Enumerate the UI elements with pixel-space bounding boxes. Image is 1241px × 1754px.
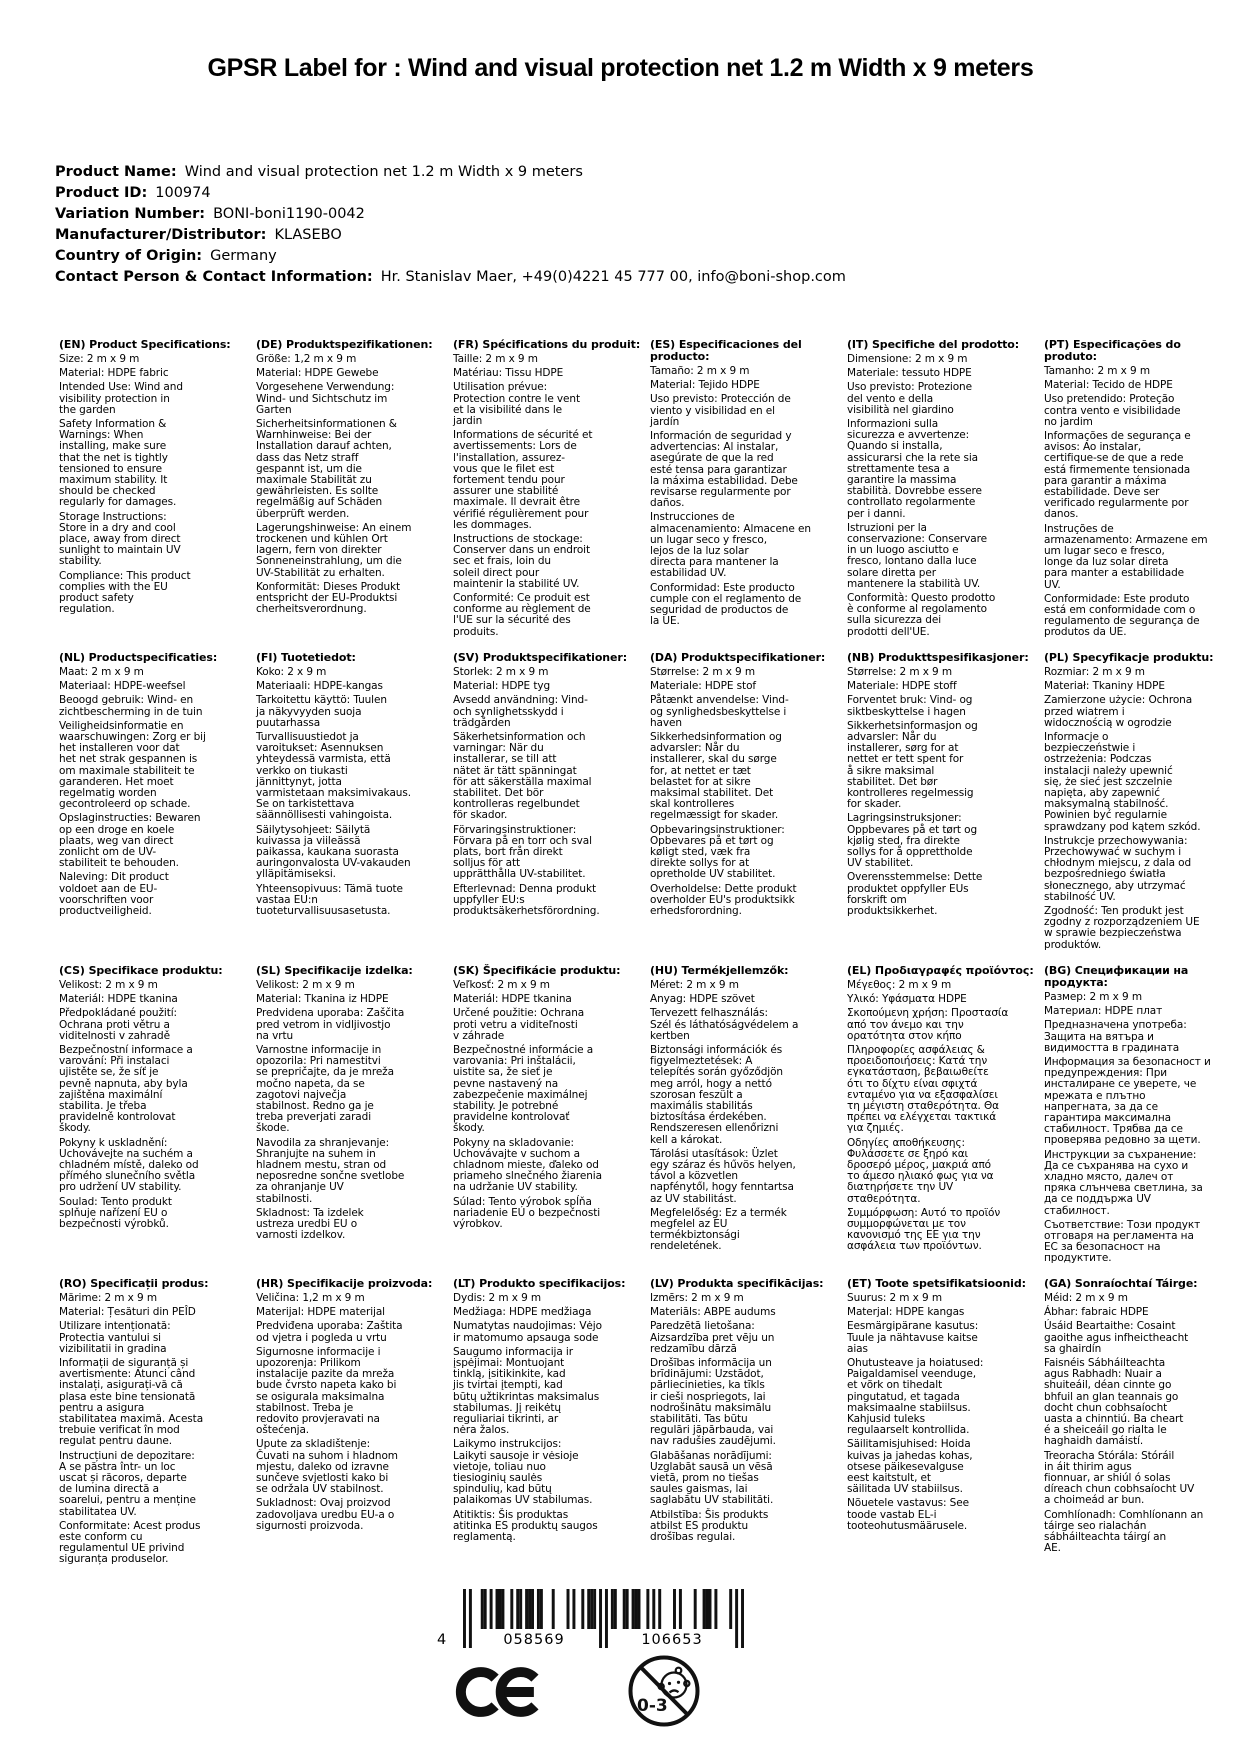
- field-value: Germany: [210, 248, 277, 264]
- spec-paragraph: Ábhar: fabraic HDPE: [1044, 1306, 1149, 1319]
- spec-block-title: (PT) Especificações do produto:: [1044, 338, 1181, 363]
- spec-paragraph: Overensstemmelse: Dette produktet oppfyller EUs forskrift om produktsikkerhet.: [847, 871, 983, 918]
- spec-block-title: (BG) Спецификации на продукта:: [1044, 964, 1189, 989]
- spec-paragraph: Nõuetele vastavus: See toode vastab EL-i tooteohutusmäärusele.: [847, 1497, 969, 1532]
- spec-paragraph: Glabāšanas norādījumi: Uzglabāt sausā un vēsā vietā, prom no tiešas saules gaismas, lai saglabātu UV stabilitāti.: [650, 1449, 774, 1507]
- spec-paragraph: Förvaringsinstruktioner: Förvara på en torr och sval plats, bort från direkt solljus för att upprätthålla UV-stabilitet.: [453, 823, 592, 881]
- spec-paragraph: Υλικό: Υφάσματα HDPE: [847, 993, 967, 1006]
- spec-paragraph: Storlek: 2 m x 9 m: [453, 666, 549, 678]
- spec-paragraph: Paredzētā lietošana: Aizsardzība pret vēju un redzamību dārzā: [650, 1320, 775, 1355]
- spec-paragraph: Informations de sécurité et avertissements: Lors de l'installation, assurez- vous que le filet est fortement tendu pour assurer une stabilité maximale. Il devrait être vérifié régulièrement pour les dommages.: [453, 429, 593, 531]
- spec-block-en: [59, 339, 250, 652]
- spec-paragraph: Materiale: tessuto HDPE: [847, 367, 972, 380]
- spec-paragraph: Předpokládané použití: Ochrana proti větru a viditelnosti v zahradě: [59, 1007, 177, 1042]
- spec-paragraph: Vorgesehene Verwendung: Wind- und Sichtschutz im Garten: [256, 381, 395, 416]
- spec-block-hr: [256, 1278, 447, 1591]
- spec-paragraph: Tamaño: 2 m x 9 m: [650, 365, 750, 377]
- spec-paragraph: Biztonsági információk és figyelmeztetések: A telepítés során győződjön meg arról, hogy a nettó szorosan feszült a maximális stabilitás biztosítása érdekében. Rendszeresen ellenőrizni kell a károkat.: [650, 1044, 783, 1146]
- spec-paragraph: Eesmärgipärane kasutus: Tuule ja nähtavuse kaitse aias: [847, 1320, 979, 1355]
- spec-paragraph: Sicherheitsinformationen & Warnhinweise: Bei der Installation darauf achten, dass das Netz straff gespannt ist, um die maximale Stabilität zu gewährleisten. Es sollte regelmäßig auf Schäden überprüft werden.: [256, 418, 397, 520]
- spec-block-title: (HU) Termékjellemzők:: [650, 964, 789, 977]
- spec-paragraph: Laikymo instrukcijos: Laikyti sausoje ir vėsioje vietoje, toliau nuo tiesioginių saulės spindulių, kad būtų palaikomas UV stabilumas.: [453, 1438, 593, 1507]
- spec-paragraph: Instrukcje przechowywania: Przechowywać w suchym i chłodnym miejscu, z dala od bezpośredniego światła słonecznego, aby utrzymać stabilność UV.: [1044, 834, 1192, 903]
- spec-paragraph: Sigurnosne informacije i upozorenja: Prilikom instalacije pazite da mreža bude čvrsto napeta kako bi se osigurala maksimalna stabilnost. Treba je redovito provjeravati na oštećenja.: [256, 1345, 397, 1437]
- spec-paragraph: Material: HDPE fabric: [59, 367, 169, 380]
- spec-paragraph: Compliance: This product complies with the EU product safety regulation.: [59, 569, 191, 616]
- spec-block-title: (FI) Tuotetiedot:: [256, 651, 356, 664]
- spec-paragraph: Veiligheidsinformatie en waarschuwingen: Zorg er bij het installeren voor dat het net strak gespannen is om maximale stabiliteit te garanderen. Het moet regelmatig worden gecontroleerd op schade.: [59, 719, 206, 811]
- product-info: [55, 162, 846, 288]
- spec-paragraph: Информация за безопасност и предупреждения: При инсталиране се уверете, че мрежата е плътно напрегната, за да се гарантира максимална стабилност. Трябва да се проверява редовно за щети.: [1044, 1056, 1211, 1147]
- spec-paragraph: Konformität: Dieses Produkt entspricht der EU-Produktsi cherheitsverordnung.: [256, 580, 401, 616]
- spec-paragraph: Σκοπούμενη χρήση: Προστασία από τον άνεμο και την ορατότητα στον κήπο: [847, 1007, 1009, 1042]
- spec-paragraph: Conformidade: Este produto está em conformidade com o regulamento de segurança de produtos da UE.: [1044, 592, 1200, 639]
- spec-paragraph: Skladnost: Ta izdelek ustreza uredbi EU o varnosti izdelkov.: [256, 1206, 364, 1242]
- spec-paragraph: Upute za skladištenje: Čuvati na suhom i hladnom mjestu, daleko od izravne sunčeve svjetlosti kako bi se održala UV stabilnost.: [256, 1438, 398, 1496]
- product-info-field: [55, 183, 846, 204]
- spec-paragraph: Comhlíonadh: Comhlíonann an táirge seo rialachán sábháilteachta táirgí an AE.: [1044, 1508, 1204, 1555]
- spec-block-pt: [1044, 339, 1235, 652]
- spec-block-title: (GA) Sonraíochtaí Táirge:: [1044, 1277, 1198, 1290]
- product-info-field: [55, 162, 846, 183]
- spec-paragraph: Istruzioni per la conservazione: Conservare in un luogo asciutto e fresco, lontano dalla luce solare diretta per mantenere la stabilità UV.: [847, 521, 987, 590]
- product-info-field: [55, 267, 846, 288]
- spec-paragraph: Инструкции за съхранение: Да се съхранява на сухо и хладно място, далеч от пряка слънчева светлина, за да се поддържа UV стабилност.: [1044, 1148, 1203, 1217]
- spec-paragraph: Tarkoitettu käyttö: Tuulen ja näkyvyyden suoja puutarhassa: [256, 694, 387, 729]
- spec-block-title: (SV) Produktspecifikationer:: [453, 651, 628, 664]
- spec-paragraph: Úsáid Beartaithe: Cosaint gaoithe agus infheictheacht sa ghairdín: [1044, 1320, 1189, 1355]
- spec-paragraph: Instrucciones de almacenamiento: Almacene en un lugar seco y fresco, lejos de la luz solar directa para mantener la estabilidad UV.: [650, 511, 811, 580]
- spec-paragraph: Predvidena uporaba: Zaščita pred vetrom in vidljivostjo na vrtu: [256, 1007, 405, 1042]
- spec-paragraph: Materiāls: ABPE audums: [650, 1306, 776, 1319]
- spec-block-lv: [650, 1278, 841, 1591]
- spec-paragraph: Conformidad: Este producto cumple con el reglamento de seguridad de productos de la UE.: [650, 581, 802, 628]
- spec-paragraph: Conformità: Questo prodotto è conforme al regolamento sulla sicurezza dei prodotti dell'UE.: [847, 592, 996, 638]
- spec-paragraph: Súlad: Tento výrobok spĺňa nariadenie EÚ o bezpečnosti výrobkov.: [453, 1195, 601, 1231]
- spec-paragraph: Material: Țesături din PEÎD: [59, 1306, 196, 1319]
- spec-paragraph: Größe: 1,2 m x 9 m: [256, 353, 357, 365]
- spec-paragraph: Turvallisuustiedot ja varoitukset: Asennuksen yhteydessä varmista, että verkko on tiukasti jännittynyt, jotta varmistetaan maksimivakaus. Se on tarkistettava säännöllisesti vahingoista.: [256, 731, 411, 822]
- spec-paragraph: Matériau: Tissu HDPE: [453, 367, 564, 380]
- spec-paragraph: Veľkosť: 2 m x 9 m: [453, 979, 550, 991]
- spec-block-nl: [59, 652, 250, 965]
- spec-paragraph: Intended Use: Wind and visibility protection in the garden: [59, 381, 183, 416]
- spec-block-cs: [59, 965, 250, 1278]
- spec-paragraph: Material: HDPE Gewebe: [256, 367, 379, 380]
- spec-block-es: [650, 339, 841, 652]
- barcode-group2: 106653: [641, 1632, 703, 1648]
- field-value: Wind and visual protection net 1.2 m Width x 9 meters: [184, 164, 583, 180]
- spec-paragraph: Materiaal: HDPE-weefsel: [59, 680, 186, 693]
- spec-paragraph: Varnostne informacije in opozorila: Pri namestitvi se prepričajte, da je mreža močno napeta, da se zagotovi največja stabilnost. Redno ga je treba preverjati zaradi škode.: [256, 1044, 394, 1135]
- spec-block-it: [847, 339, 1038, 652]
- spec-paragraph: Material: Tecido de HDPE: [1044, 379, 1173, 392]
- spec-paragraph: Påtænkt anvendelse: Vind- og synlighedsbeskyttelse i haven: [650, 694, 789, 729]
- spec-paragraph: Συμμόρφωση: Αυτό το προϊόν συμμορφώνεται με τον κανονισμό της ΕΕ για την ασφάλεια των προϊόντων.: [847, 1206, 1001, 1253]
- spec-block-title: (SK) Špecifikácie produktu:: [453, 964, 621, 977]
- barcode-first-digit: 4: [437, 1632, 447, 1648]
- spec-paragraph: Størrelse: 2 m x 9 m: [650, 666, 755, 678]
- spec-grid: [59, 339, 1235, 1591]
- product-info-field: [55, 204, 846, 225]
- spec-paragraph: Koko: 2 x 9 m: [256, 666, 327, 678]
- spec-block-fi: [256, 652, 447, 965]
- field-label: Variation Number:: [55, 206, 206, 222]
- spec-paragraph: Opslaginstructies: Bewaren op een droge en koele plaats, weg van direct zonlicht om de UV- stabiliteit te behouden.: [59, 812, 201, 870]
- spec-block-title: (ET) Toote spetsifikatsioonid:: [847, 1277, 1026, 1290]
- product-info-field: [55, 225, 846, 246]
- field-value: KLASEBO: [274, 227, 342, 243]
- spec-paragraph: Avsedd användning: Vind- och synlighetsskydd i trädgården: [453, 694, 588, 729]
- spec-block-title: (SL) Specifikacije izdelka:: [256, 964, 413, 977]
- spec-paragraph: Méid: 2 m x 9 m: [1044, 1292, 1128, 1304]
- spec-block-title: (NB) Produkttspesifikasjoner:: [847, 651, 1029, 664]
- spec-block-title: (CS) Specifikace produktu:: [59, 964, 223, 977]
- spec-paragraph: Drošības informācija un brīdinājumi: Uzstādot, pārliecinieties, ka tīkls ir cieši nospriegots, lai nodrošinātu maksimālu stabilitāti. Tas būtu regulāri jāpārbauda, vai nav radušies zaudējumi.: [650, 1357, 776, 1448]
- spec-paragraph: Sikkerhetsinformasjon og advarsler: Når du installerer, sørg for at nettet er tett spent for å sikre maksimal stabilitet. Det bør kontrolleres regelmessig for skader.: [847, 719, 978, 811]
- ce-mark-icon: [455, 1662, 543, 1722]
- barcode-group1: 058569: [503, 1632, 565, 1648]
- spec-paragraph: Πληροφορίες ασφάλειας & προειδοποιήσεις: Κατά την εγκατάσταση, βεβαιωθείτε ότι το δίχτυ είναι σφιχτά ενταμένο για να εξασφαλίσει τη μέγιστη σταθερότητα. Θα πρέπει να ελέγχεται τακτικά για ζημιές.: [847, 1044, 999, 1135]
- spec-block-sl: [256, 965, 447, 1278]
- spec-paragraph: Materijal: HDPE materijal: [256, 1306, 385, 1319]
- spec-paragraph: Materiál: HDPE tkanina: [453, 993, 572, 1006]
- spec-paragraph: Conformité: Ce produit est conforme au règlement de l'UE sur la sécurité des produits.: [453, 592, 591, 638]
- spec-paragraph: Materjal: HDPE kangas: [847, 1306, 965, 1319]
- spec-block-ga: [1044, 1278, 1235, 1591]
- spec-paragraph: Tervezett felhasználás: Szél és láthatóságvédelem a kertben: [650, 1007, 799, 1042]
- spec-paragraph: Sukladnost: Ovaj proizvod zadovoljava uredbu EU-a o sigurnosti proizvoda.: [256, 1497, 395, 1532]
- spec-paragraph: Material: HDPE tyg: [453, 680, 551, 693]
- spec-paragraph: Megfelelőség: Ez a termék megfelel az EU termékbiztonsági rendeletének.: [650, 1206, 787, 1253]
- spec-paragraph: Sikkerhedsinformation og advarsler: Når du installerer, skal du sørge for, at nettet er tæt belastet for at sikre maksimal stabilitet. Det skal kontrolleres regelmæssigt for skader.: [650, 731, 782, 822]
- spec-block-pl: [1044, 652, 1235, 965]
- spec-paragraph: Tamanho: 2 m x 9 m: [1044, 365, 1150, 377]
- spec-paragraph: Taille: 2 m x 9 m: [453, 353, 538, 365]
- spec-paragraph: Velikost: 2 m x 9 m: [256, 979, 355, 991]
- spec-paragraph: Предназначена употреба: Защита на вятъра и видимостта в градината: [1044, 1019, 1187, 1054]
- spec-paragraph: Soulad: Tento produkt splňuje nařízení EU o bezpečnosti výrobků.: [59, 1195, 172, 1231]
- product-info-field: [55, 246, 846, 267]
- spec-paragraph: Instruções de armazenamento: Armazene em um lugar seco e fresco, longe da luz solar direta para manter a estabilidade UV.: [1044, 522, 1208, 591]
- spec-block-sv: [453, 652, 644, 965]
- spec-block-title: (IT) Specifiche del prodotto:: [847, 338, 1020, 351]
- spec-paragraph: Materiál: HDPE tkanina: [59, 993, 178, 1006]
- spec-paragraph: Saugumo informacija ir įspėjimai: Montuojant tinklą, įsitikinkite, kad jis tvirtai įtempti, kad būtų užtikrintas maksimalus stabilumas. Jį reikėtų reguliariai tikrinti, ar nėra žalos.: [453, 1345, 600, 1437]
- age-warning-0-3-icon: [626, 1653, 702, 1729]
- spec-paragraph: Safety Information & Warnings: When installing, make sure that the net is tightly tensioned to ensure maximum stability. It should be checked regularly for damages.: [59, 418, 177, 509]
- spec-paragraph: Rozmiar: 2 m x 9 m: [1044, 666, 1145, 678]
- spec-paragraph: Numatytas naudojimas: Vėjo ir matomumo apsauga sode: [453, 1320, 602, 1344]
- spec-paragraph: Säilytysohjeet: Säilytä kuivassa ja viileässä paikassa, kaukana suorasta auringonvalosta UV-vakauden ylläpitämiseksi.: [256, 823, 411, 881]
- spec-block-title: (EL) Προδιαγραφές προϊόντος:: [847, 964, 1034, 977]
- field-label: Contact Person & Contact Information:: [55, 269, 373, 285]
- spec-paragraph: Storage Instructions: Store in a dry and cool place, away from direct sunlight to maintain UV stability.: [59, 510, 181, 568]
- spec-paragraph: Materiale: HDPE stoff: [847, 680, 957, 693]
- spec-paragraph: Utilizare intenționată: Protectia vantului si vizibilitatii in gradina: [59, 1320, 171, 1355]
- spec-paragraph: Méret: 2 m x 9 m: [650, 979, 739, 991]
- spec-paragraph: Material: Tkanina iz HDPE: [256, 993, 389, 1006]
- spec-paragraph: Informații de siguranță și avertismente: Atunci când instalați, asigurați-vă că plasa este bine tensionată pentru a asigura stabilitatea maximă. Acesta trebuie verificat în mod regulat pentru daune.: [59, 1357, 204, 1448]
- spec-block-fr: [453, 339, 644, 652]
- spec-paragraph: Pokyny k uskladnění: Uchovávejte na suchém a chladném místě, daleko od přímého slunečního světla pro udržení UV stability.: [59, 1136, 199, 1194]
- spec-paragraph: Izmērs: 2 m x 9 m: [650, 1292, 744, 1304]
- field-value: Hr. Stanislav Maer, +49(0)4221 45 777 00, info@boni-shop.com: [380, 269, 846, 285]
- spec-paragraph: Съответствие: Този продукт отговаря на регламента на ЕС за безопасност на продуктите.: [1044, 1218, 1201, 1265]
- spec-block-de: [256, 339, 447, 652]
- spec-paragraph: Zgodność: Ten produkt jest zgodny z rozporządzeniem UE w sprawie bezpieczeństwa produktów.: [1044, 905, 1200, 951]
- spec-paragraph: Informazioni sulla sicurezza e avvertenze: Quando si installa, assicurarsi che la rete sia strettamente tesa a garantire la massima stabilità. Dovrebbe essere controllato regolarmente per i danni.: [847, 418, 982, 520]
- spec-paragraph: Informações de segurança e avisos: Ao instalar, certifique-se de que a rede está firmemente tensionada para garantir a máxima estabilidade. Deve ser verificado regularmente por danos.: [1044, 430, 1191, 521]
- spec-paragraph: Pokyny na skladovanie: Uchovávajte v suchom a chladnom mieste, ďaleko od priameho slnečného žiarenia na udržanie UV stability.: [453, 1136, 602, 1194]
- spec-block-title: (NL) Productspecificaties:: [59, 651, 218, 664]
- field-value: BONI-boni1190-0042: [213, 206, 365, 222]
- spec-paragraph: Beoogd gebruik: Wind- en zichtbescherming in de tuin: [59, 694, 203, 718]
- spec-paragraph: Säkerhetsinformation och varningar: När du installerar, se till att nätet är tätt spänningat för att säkerställa maximal stabilitet. Det bör kontrolleras regelbundet för skador.: [453, 731, 592, 822]
- spec-block-ro: [59, 1278, 250, 1591]
- spec-paragraph: Dydis: 2 m x 9 m: [453, 1292, 542, 1304]
- spec-paragraph: Informacje o bezpieczeństwie i ostrzeżenia: Podczas instalacji należy upewnić się, że sieć jest szczelnie napięta, aby zapewnić maksymalną stabilność. Powinien być regularnie sprawdzany pod kątem szkód.: [1044, 731, 1201, 833]
- spec-block-title: (PL) Specyfikacje produktu:: [1044, 651, 1214, 664]
- spec-paragraph: Utilisation prévue: Protection contre le vent et la visibilité dans le jardin: [453, 381, 580, 428]
- spec-paragraph: Veličina: 1,2 m x 9 m: [256, 1292, 365, 1304]
- spec-paragraph: Naleving: Dit product voldoet aan de EU- voorschriften voor productveiligheid.: [59, 871, 169, 918]
- spec-paragraph: Suurus: 2 m x 9 m: [847, 1292, 942, 1304]
- field-label: Product ID:: [55, 185, 148, 201]
- spec-paragraph: Lagringsinstruksjoner: Oppbevares på et tørt og kjølig sted, fra direkte sollys for å opprettholde UV stabilitet.: [847, 812, 978, 870]
- spec-paragraph: Bezpečnostní informace a varování: Při instalaci ujistěte se, že síť je pevně napnuta, aby byla zajištěna maximální stabilita. Je třeba pravidelně kontrolovat škody.: [59, 1044, 193, 1135]
- spec-paragraph: Tárolási utasítások: Üzlet egy száraz és hűvös helyen, távol a közvetlen napfénytől, hogy fenntartsa az UV stabilitást.: [650, 1147, 796, 1205]
- spec-paragraph: Medžiaga: HDPE medžiaga: [453, 1306, 592, 1319]
- spec-paragraph: Atbilstība: Šis produkts atbilst ES produktu drošības regulai.: [650, 1508, 769, 1544]
- spec-paragraph: Uso pretendido: Proteção contra vento e visibilidade no jardim: [1044, 393, 1181, 428]
- spec-paragraph: Forventet bruk: Vind- og siktbeskyttelse i hagen: [847, 694, 973, 718]
- spec-block-title: (LT) Produkto specifikacijos:: [453, 1277, 626, 1290]
- field-label: Manufacturer/Distributor:: [55, 227, 267, 243]
- page-title: GPSR Label for : Wind and visual protection net 1.2 m Width x 9 meters: [207, 54, 1034, 82]
- spec-paragraph: Zamierzone użycie: Ochrona przed wiatrem i widocznością w ogrodzie: [1044, 694, 1193, 729]
- spec-paragraph: Bezpečnostné informácie a varovania: Pri inštalácii, uistite sa, že sieť je pevne nastavený na zabezpečenie maximálnej stability. Je potrebné pravidelne kontrolovať škody.: [453, 1044, 594, 1135]
- spec-paragraph: Opbevaringsinstruktioner: Opbevares på et tørt og køligt sted, væk fra direkte sollys for at opretholde UV stabilitet.: [650, 823, 785, 881]
- spec-block-bg: [1044, 965, 1235, 1278]
- spec-paragraph: Lagerungshinweise: An einem trockenen und kühlen Ort lagern, fern von direkter Sonneneinstrahlung, um die UV-Stabilität zu erhalten.: [256, 521, 412, 579]
- age-warning-label: 0-3: [637, 1696, 668, 1716]
- spec-paragraph: Información de seguridad y advertencias: Al instalar, asegúrate de que la red esté tensa para garantizar la máxima estabilidad. Debe revisarse regularmente por daños.: [650, 430, 798, 510]
- spec-block-hu: [650, 965, 841, 1278]
- spec-paragraph: Mărime: 2 m x 9 m: [59, 1292, 157, 1304]
- spec-block-lt: [453, 1278, 644, 1591]
- spec-paragraph: Материал: HDPE плат: [1044, 1005, 1163, 1018]
- spec-block-title: (DE) Produktspezifikationen:: [256, 338, 433, 351]
- spec-paragraph: Maat: 2 m x 9 m: [59, 666, 144, 678]
- spec-paragraph: Velikost: 2 m x 9 m: [59, 979, 158, 991]
- spec-block-title: (EN) Product Specifications:: [59, 338, 231, 351]
- spec-block-et: [847, 1278, 1038, 1591]
- spec-paragraph: Ohutusteave ja hoiatused: Paigaldamisel veenduge, et võrk on tihedalt pingutatud, et tagada maksimaalne stabiilsus. Kahjusid tuleks regulaarselt kontrollida.: [847, 1357, 984, 1437]
- spec-block-title: (RO) Specificații produs:: [59, 1277, 209, 1290]
- spec-paragraph: Conformitate: Acest produs este conform cu regulamentul UE privind siguranța produselor.: [59, 1519, 201, 1566]
- spec-paragraph: Treoracha Stórála: Stóráil in áit thirim agus fionnuar, ar shiúl ó solas díreach chun cobhsaíocht UV a choimeád ar bun.: [1044, 1449, 1195, 1507]
- spec-paragraph: Určené použitie: Ochrana proti vetru a viditeľnosti v záhrade: [453, 1007, 585, 1042]
- spec-paragraph: Instructions de stockage: Conserver dans un endroit sec et frais, loin du soleil direct pour maintenir la stabilité UV.: [453, 533, 591, 590]
- spec-paragraph: Størrelse: 2 m x 9 m: [847, 666, 952, 678]
- spec-block-title: (ES) Especificaciones del producto:: [650, 338, 802, 363]
- field-label: Product Name:: [55, 164, 177, 180]
- spec-paragraph: Materiaali: HDPE-kangas: [256, 680, 383, 693]
- spec-block-nb: [847, 652, 1038, 965]
- spec-block-el: [847, 965, 1038, 1278]
- spec-paragraph: Yhteensopivuus: Tämä tuote vastaa EU:n tuoteturvallisuusasetusta.: [256, 882, 403, 918]
- spec-paragraph: Uso previsto: Protección de viento y visibilidad en el jardín: [650, 393, 791, 428]
- spec-paragraph: Overholdelse: Dette produkt overholder EU's produktsikk erhedsforordning.: [650, 882, 797, 918]
- spec-paragraph: Uso previsto: Protezione del vento e della visibilità nel giardino: [847, 381, 972, 416]
- spec-paragraph: Atitiktis: Šis produktas atitinka ES produktų saugos reglamentą.: [453, 1508, 598, 1544]
- spec-block-sk: [453, 965, 644, 1278]
- spec-paragraph: Predviđena uporaba: Zaštita od vjetra i pogleda u vrtu: [256, 1320, 403, 1344]
- spec-paragraph: Material: Tejido HDPE: [650, 379, 760, 392]
- spec-paragraph: Anyag: HDPE szövet: [650, 993, 755, 1006]
- spec-paragraph: Размер: 2 m x 9 m: [1044, 991, 1142, 1003]
- spec-paragraph: Μέγεθος: 2 m x 9 m: [847, 979, 952, 991]
- spec-block-title: (LV) Produkta specifikācijas:: [650, 1277, 824, 1290]
- spec-block-title: (DA) Produktspecifikationer:: [650, 651, 826, 664]
- spec-paragraph: Materiale: HDPE stof: [650, 680, 756, 693]
- spec-paragraph: Dimensione: 2 m x 9 m: [847, 353, 968, 365]
- spec-paragraph: Navodila za shranjevanje: Shranjujte na suhem in hladnem mestu, stran od neposredne sončne svetlobe za ohranjanje UV stabilnosti.: [256, 1136, 405, 1205]
- spec-paragraph: Säilitamisjuhised: Hoida kuivas ja jahedas kohas, otsese päikesevalguse eest kaitstult, et säilitada UV stabiilsus.: [847, 1438, 973, 1496]
- spec-block-da: [650, 652, 841, 965]
- spec-paragraph: Materiał: Tkaniny HDPE: [1044, 680, 1165, 693]
- spec-paragraph: Size: 2 m x 9 m: [59, 353, 140, 365]
- spec-block-title: (HR) Specifikacije proizvoda:: [256, 1277, 433, 1290]
- spec-paragraph: Faisnéis Sábháilteachta agus Rabhadh: Nuair a shuiteáil, déan cinnte go bhfuil an glan teannais go docht chun cobhsaíocht uasta a chinntiú. Ba cheart é a sheiceáil go rialta le haghaidh damáistí.: [1044, 1357, 1184, 1448]
- spec-block-title: (FR) Spécifications du produit:: [453, 338, 641, 351]
- field-label: Country of Origin:: [55, 248, 203, 264]
- spec-paragraph: Instrucțiuni de depozitare: A se păstra într- un loc uscat și răcoros, departe de lumina directă a soarelui, pentru a menține stabilitatea UV.: [59, 1449, 196, 1518]
- spec-paragraph: Efterlevnad: Denna produkt uppfyller EU:s produktsäkerhetsförordning.: [453, 882, 600, 918]
- field-value: 100974: [155, 185, 211, 201]
- spec-paragraph: Οδηγίες αποθήκευσης: Φυλάσσετε σε ξηρό και δροσερό μέρος, μακριά από το άμεσο ηλιακό φως για να διατηρήσετε την UV σταθερότητα.: [847, 1136, 994, 1205]
